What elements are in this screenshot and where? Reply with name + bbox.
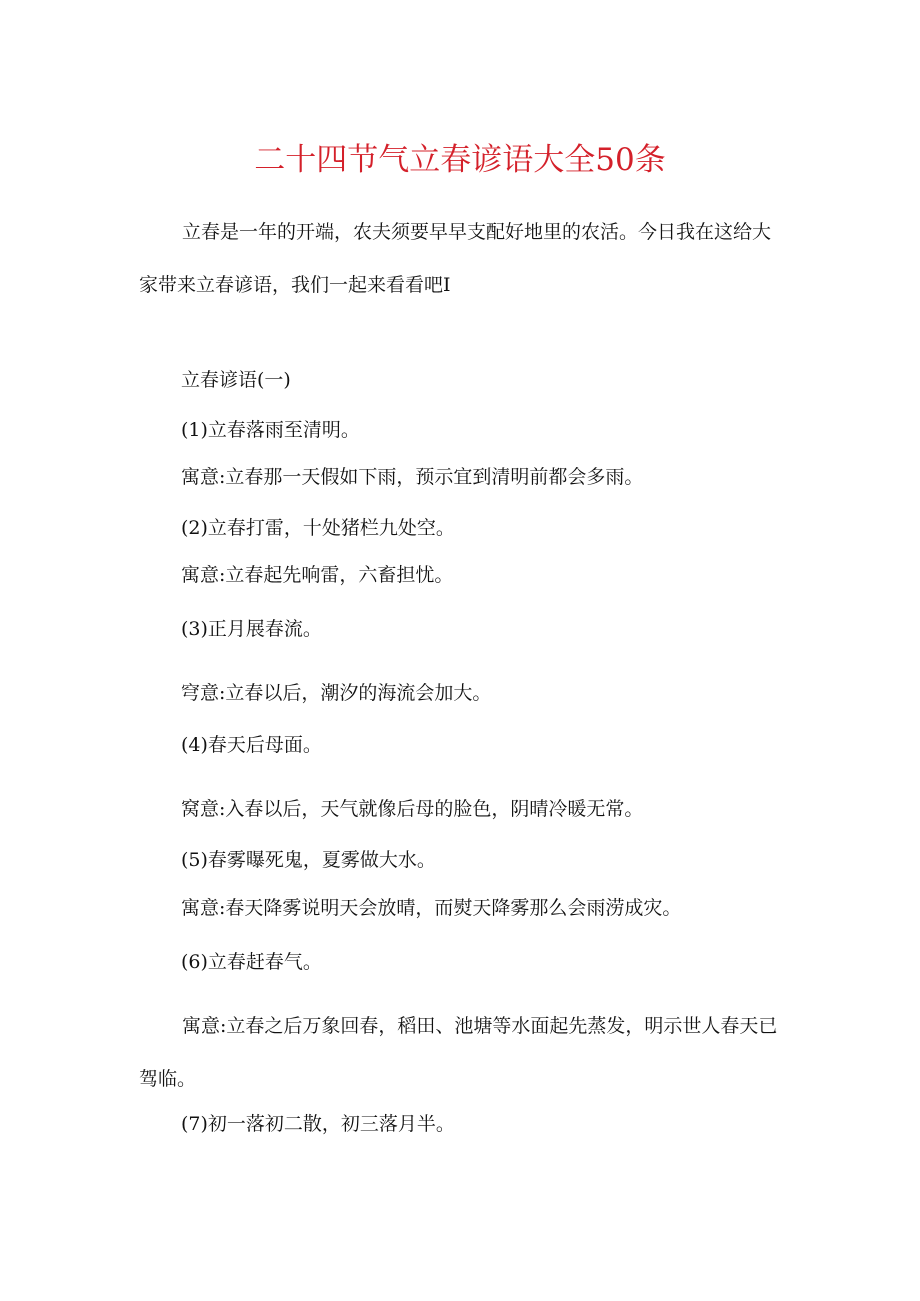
proverb-6: (6)立春赶春气。	[181, 951, 322, 973]
proverb-5: (5)春雾曝死鬼，夏雾做大水。	[181, 849, 436, 871]
intro-paragraph: 立春是一年的开端，农夫须要早早支配好地里的农活。今日我在这给大家带来立春谚语，我们一起来看看吧I	[139, 221, 772, 296]
proverb-2: (2)立春打雷，十处猪栏九处空。	[181, 517, 455, 539]
proverb-5-meaning: 寓意:春天降雾说明天会放晴，而熨天降雾那么会雨涝成灾。	[181, 897, 682, 919]
proverb-3: (3)正月展春流。	[181, 618, 322, 640]
document-title: 二十四节气立春谚语大全50条	[254, 142, 666, 178]
proverb-1: (1)立春落雨至清明。	[181, 419, 360, 441]
section-heading: 立春谚语(一)	[181, 369, 291, 391]
proverb-3-meaning: 穹意:立春以后，潮汐的海流会加大。	[181, 682, 492, 704]
proverb-1-meaning: 寓意:立春那一天假如下雨，预示宜到清明前都会多雨。	[181, 466, 644, 488]
proverb-4-meaning: 窝意:入春以后，天气就像后母的脸色，阴晴冷暖无常。	[181, 798, 644, 820]
proverb-6-meaning: 寓意:立春之后万象回春，稻田、池塘等水面起先蒸发，明示世人春天已驾临。	[139, 1015, 778, 1090]
proverb-2-meaning: 寓意:立春起先响雷，六畜担忧。	[181, 564, 454, 586]
proverb-7: (7)初一落初二散，初三落月半。	[181, 1113, 455, 1135]
proverb-4: (4)春天后母面。	[181, 734, 322, 756]
